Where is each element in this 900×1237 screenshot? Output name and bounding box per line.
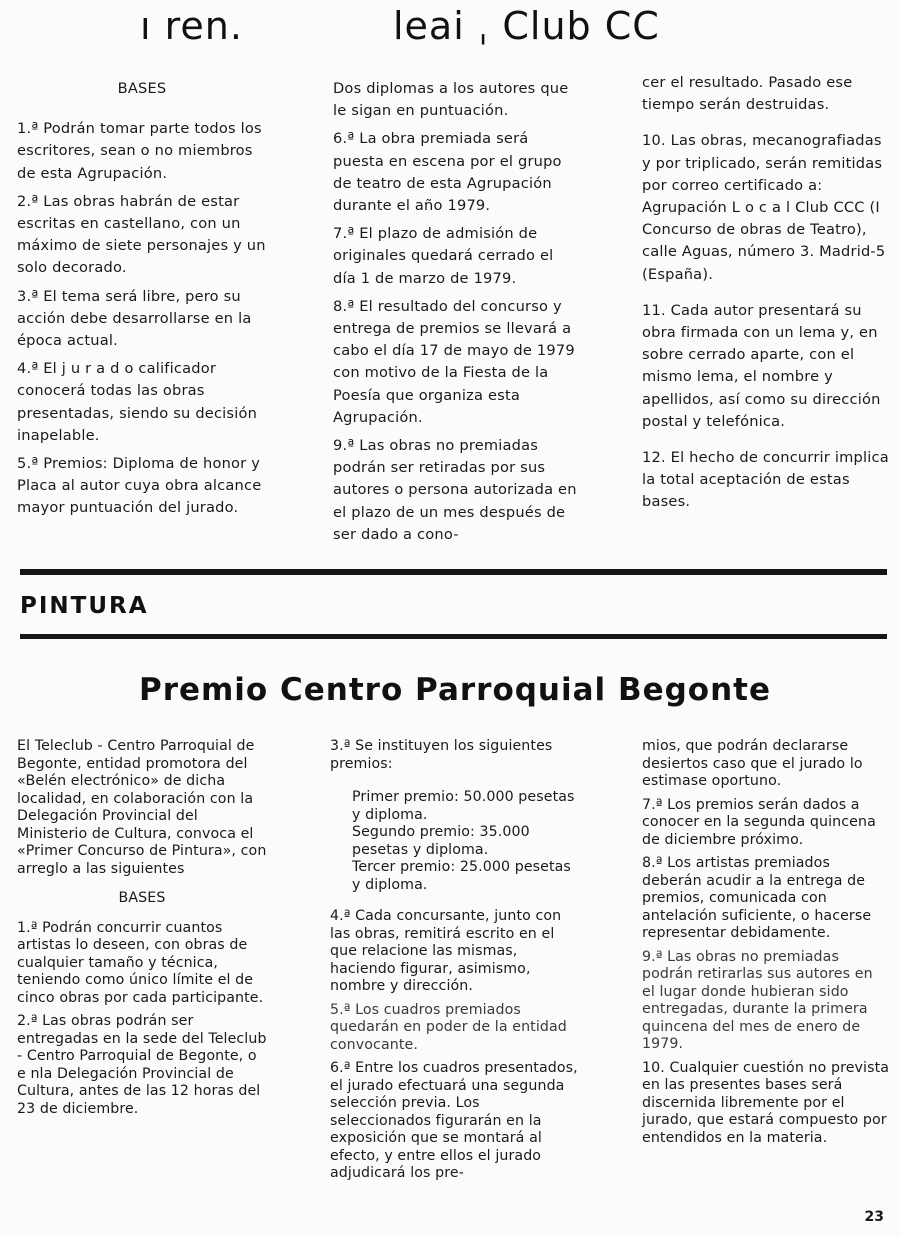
prize-line: Segundo premio: 35.000 pesetas y diploma. [352,824,530,858]
rule-paragraph: Dos diplomas a los autores que le sigan en puntuación. [333,80,569,120]
section-label: PINTURA [20,593,149,619]
page-number: 23 [864,1209,884,1225]
rule-paragraph: 2.ª Las obras habrán de estar escritas en castellano, con un máximo de siete personajes y un solo decorado. [17,192,266,277]
rule-paragraph: 11. Cada autor presentará su obra firmada con un lema y, en sobre cerrado aparte, con el mismo lema, el nombre y apellidos, así como su dirección postal y telefónica. [642,301,881,430]
lower-column-1 [17,738,267,1124]
intro-paragraph: El Teleclub - Centro Parroquial de Begonte, entidad promotora del «Belén electrónico» de dicha localidad, en colaboración con la Delegación Provincial del Ministerio de Cultura, convoca el «Primer Concurso de Pintura», con arreglo a las siguientes [17,738,267,877]
rule-paragraph: mios, que podrán declararse desiertos caso que el jurado lo estimase oportuno. [642,738,863,789]
lower-column-2 [330,738,580,1189]
bases-heading: BASES [117,80,167,97]
rule-paragraph: 6.ª La obra premiada será puesta en escena por el grupo de teatro de esta Agrupación durante el año 1979. [333,130,562,215]
rule-paragraph: 4.ª Cada concursante, junto con las obras, remitirá escrito en el que relacione las mismas, haciendo figurar, asimismo, nombre y dirección. [330,908,562,994]
upper-column-3 [642,72,890,520]
divider-top [20,569,887,575]
prize-line: Tercer premio: 25.000 pesetas y diploma. [352,859,571,893]
rule-paragraph: 10. Las obras, mecanografiadas y por triplicado, serán remitidas por correo certificado a: Agrupación L o c a l Club CCC (I Concurso de obras de Teatro), calle Aguas, número 3. Madrid-5 (España). [642,132,886,283]
rule-paragraph: 9.ª Las obras no premiadas podrán retirarlas sus autores en el lugar donde hubieran sido entregadas, durante la primera quincena del mes de enero de 1979. [642,948,873,1052]
rule-paragraph: cer el resultado. Pasado ese tiempo serán destruidas. [642,74,853,114]
rule-paragraph: 7.ª Los premios serán dados a conocer en la segunda quincena de diciembre próximo. [642,796,876,848]
rule-paragraph: 8.ª Los artistas premiados deberán acudir a la entrega de premios, comunicada con antelación suficiente, o hacerse representar debidamente. [642,855,872,941]
rule-paragraph: 8.ª El resultado del concurso y entrega de premios se llevará a cabo el día 17 de mayo de 1979 con motivo de la Fiesta de la Poesía que organiza esta Agrupación. [333,297,575,426]
rule-paragraph: 12. El hecho de concurrir implica la total aceptación de estas bases. [642,449,889,511]
rule-paragraph: 2.ª Las obras podrán ser entregadas en la sede del Teleclub - Centro Parroquial de Begonte, o e nla Delegación Provincial de Cultura, antes de las 12 horas del 23 de diciembre. [17,1013,267,1117]
header-fragment-left: ı ren. [140,4,243,48]
rule-paragraph: 1.ª Podrán tomar parte todos los escritores, sean o no miembros de esta Agrupación. [17,120,262,182]
rule-paragraph: 7.ª El plazo de admisión de originales quedará cerrado el día 1 de marzo de 1979. [333,225,554,287]
rule-paragraph: 1.ª Podrán concurrir cuantos artistas lo deseen, con obras de cualquier tamaño y técnica, teniendo como único límite el de cinco obras por cada participante. [17,919,264,1006]
prize-line: Primer premio: 50.000 pesetas y diploma. [352,789,575,823]
rule-paragraph: 4.ª El j u r a d o calificador conocerá todas las obras presentadas, siendo su decisión inapelable. [17,360,258,444]
rule-paragraph: 5.ª Premios: Diploma de honor y Placa al autor cuya obra alcance mayor puntuación del jurado. [17,455,262,517]
rule-paragraph: 5.ª Los cuadros premiados quedarán en poder de la entidad convocante. [330,1001,567,1053]
upper-column-1 [17,78,267,526]
upper-column-2 [333,78,578,552]
article-title: Premio Centro Parroquial Begonte [138,672,772,708]
rule-paragraph: 10. Cualquier cuestión no prevista en las presentes bases será discernida libremente por el jurado, que estará compuesto por entendidos en la materia. [642,1059,890,1146]
divider-bottom [20,634,887,639]
lower-column-3 [642,738,890,1153]
rule-paragraph: 3.ª Se instituyen los siguientes premios: [330,738,553,772]
rule-paragraph: 3.ª El tema será libre, pero su acción debe desarrollarse en la época actual. [17,287,252,350]
bases-heading: BASES [118,890,166,906]
header-fragment-right: leai ˌ Club CC [393,4,660,48]
rule-paragraph: 6.ª Entre los cuadros presentados, el jurado efectuará una segunda selección previa. Los seleccionados figurarán en la exposición que se montará al efecto, y entre ellos el jurado adjudicará los pre- [330,1060,578,1181]
rule-paragraph: 9.ª Las obras no premiadas podrán ser retiradas por sus autores o persona autorizada en el plazo de un mes después de ser dado a cono- [333,437,577,543]
